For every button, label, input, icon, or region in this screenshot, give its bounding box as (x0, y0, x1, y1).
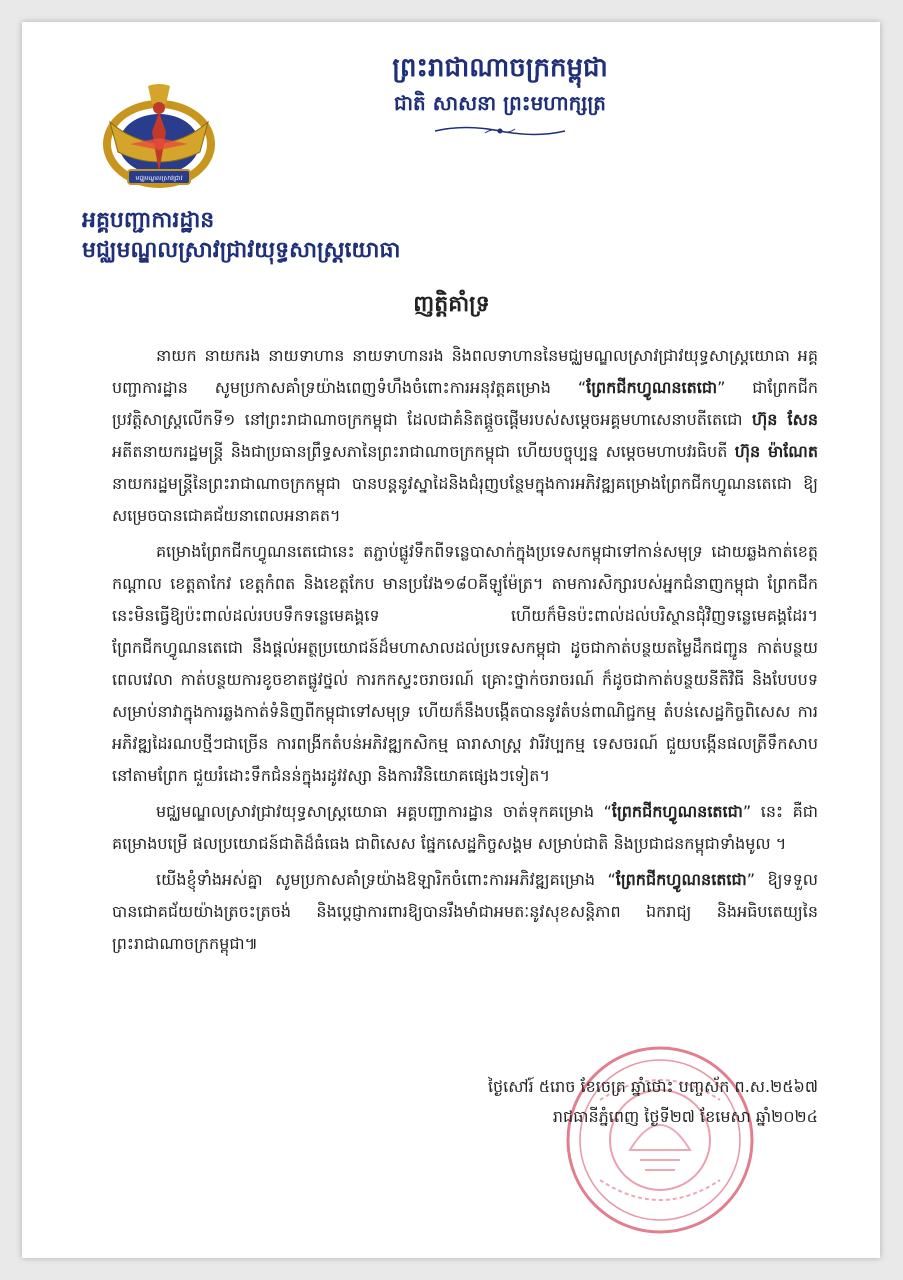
person-name: ហ៊ុន សែន (752, 410, 818, 429)
paragraph-1 (112, 340, 818, 532)
project-name: ព្រែកជីកហ្វូណនតេជោ (615, 870, 747, 889)
organization-line2: មជ្ឈមណ្ឌលស្រាវជ្រាវយុទ្ធសាស្ត្រយោធា (82, 238, 401, 263)
solar-date: រាជធានីភ្នំពេញ ថ្ងៃទី២៧ ខែមេសា ឆ្នាំ២០២៤ (552, 1107, 818, 1126)
document-body (112, 340, 818, 964)
text-span: នាយក នាយករង នាយទាហាន នាយទាហានរង និងពលទាហាននៃមជ្ឈមណ្ឌលស្រាវជ្រាវយុទ្ធសាស្ត្រយោធា អគ្គបញ្ជាការដ្ឋាន សូមប្រកាសគាំទ្រយ៉ាងពេញទំហឹងចំពោះការអនុវត្តគម្រោង “ (112, 346, 818, 397)
paragraph-2: គម្រោងព្រែកជីកហ្វូណនតេជោនេះ តភ្ជាប់ផ្លូវទឹកពីទន្លេបាសាក់ក្នុងប្រទេសកម្ពុជាទៅកាន់សមុទ្រ ដោយឆ្លងកាត់ខេត្តកណ្តាល ខេត្តតាកែវ ខេត្តកំពត និងខេត្តកែប មានប្រវែង១៨០គីឡូម៉ែត្រ។ តាមការសិក្សារបស់អ្នកជំនាញកម្ពុជា ព្រែកជីកនេះមិនធ្វើឱ្យប៉ះពាល់ដល់របបទឹកទន្លេមេគង្គទេ ហើយក៏មិនប៉ះពាល់ដល់បរិស្ថានជុំវិញទន្លេមេគង្គដែរ។ ព្រែកជីកហ្វូណនតេជោ នឹងផ្តល់អត្ថប្រយោជន៍ដ៏មហាសាលដល់ប្រទេសកម្ពុជា ដូចជាកាត់បន្ថយតម្លៃដឹកជញ្ជូន កាត់បន្ថយពេលវេលា កាត់បន្ថយការខូចខាតផ្លូវថ្នល់ ការកកស្ទះចរាចរណ៍ គ្រោះថ្នាក់ចរាចរណ៍ ក៏ដូចជាកាត់បន្ថយនីតិវិធី និងបែបបទសម្រាប់នាវាក្នុងការឆ្លងកាត់ទំនិញពីកម្ពុជាទៅសមុទ្រ ហើយក៏នឹងបង្កើតបាននូវតំបន់ពាណិជ្ជកម្ម តំបន់សេដ្ឋកិច្ចពិសេស ការអភិវឌ្ឍដៃរណបថ្មីៗជាច្រើន ការពង្រីកតំបន់អភិវឌ្ឍកសិកម្ម ធារាសាស្ត្រ វារីវប្បកម្ម ទេសចរណ៍ ជួយបង្កើនផលត្រីទឹកសាបនៅតាមព្រែក ជួយរំដោះទឹកជំនន់ក្នុងរដូវវស្សា និងការវិនិយោគផ្សេងៗទៀត។ (112, 542, 818, 785)
organization-line1: អគ្គបញ្ជាការដ្ឋាន (82, 208, 215, 233)
organization-block (82, 206, 400, 266)
kingdom-header (300, 50, 700, 138)
text-span: ” នេះ គឺជាគម្រោងបម្រើ ផលប្រយោជន៍ជាតិដ៏ធំធេង ជាពិសេស ផ្នែកសេដ្ឋកិច្ចសង្គម សម្រាប់ជាតិ និងប្រជាជនកម្ពុជាទាំងមូល ។ (112, 802, 819, 853)
ornament-divider-icon (430, 124, 570, 138)
text-span: មជ្ឈមណ្ឌលស្រាវជ្រាវយុទ្ធសាស្ត្រយោធា អគ្គបញ្ជាការដ្ឋាន ចាត់ទុកគម្រោង “ (156, 802, 612, 821)
project-name: ព្រែកជីកហ្វូណនតេជោ (611, 802, 743, 821)
lunar-date: ថ្ងៃសៅរ៍ ៥រោច ខែចេត្រ ឆ្នាំថោះ បញ្ចស័ក ព.ស.២៥៦៧ (487, 1077, 818, 1096)
kingdom-motto: ជាតិ សាសនា ព្រះមហាក្សត្រ (394, 91, 606, 115)
text-span: នាយករដ្ឋមន្ត្រីនៃព្រះរាជាណាចក្រកម្ពុជា បានបន្តនូវស្នាដៃនិងជំរុញបន្ថែមក្នុងការអភិវឌ្ឍគម្រោងព្រែកជីកហ្វូណនតេជោ ឱ្យសម្រេចបានជោគជ័យនាពេលអនាគត។ (112, 474, 818, 525)
document-title: ញត្តិគាំទ្រ (413, 292, 490, 317)
official-seal-icon (560, 1040, 760, 1240)
emblem-label: មជ្ឈមណ្ឌលស្រាវជ្រាវ (135, 175, 183, 182)
kingdom-title: ព្រះរាជាណាចក្រកម្ពុជា (392, 53, 608, 83)
person-name: ហ៊ុន ម៉ាណែត (734, 442, 818, 461)
text-span: យើងខ្ញុំទាំងអស់គ្នា សូមប្រកាសគាំទ្រយ៉ាងឱឡារិកចំពោះការអភិវឌ្ឍគម្រោង “ (156, 870, 616, 889)
text-span: អតីតនាយករដ្ឋមន្ត្រី និងជាប្រធានព្រឹទ្ធសភានៃព្រះរាជាណាចក្រកម្ពុជា ហើយបច្ចុប្បន្ន សម្តេចមហាបវរធិបតី (112, 442, 735, 461)
paragraph-3 (112, 796, 818, 860)
military-emblem-icon (100, 82, 218, 198)
date-block (488, 1072, 818, 1132)
paragraph-4 (112, 864, 818, 960)
text-span: ” ជាព្រែកជីកប្រវត្តិសាស្ត្រលើកទី១ នៅព្រះរាជាណាចក្រកម្ពុជា ដែលជាគំនិតផ្តួចផ្តើមរបស់សម្តេចអគ្គមហាសេនាបតីតេជោ (112, 378, 818, 429)
project-name: ព្រែកជីកហ្វូណនតេជោ (586, 378, 718, 397)
text-span: ” ឱ្យទទួលបានជោគជ័យយ៉ាងត្រចះត្រចង់ និងប្តេជ្ញាការពារឱ្យបានរឹងមាំជាអមតៈនូវសុខសន្តិភាព ឯករាជ្យ និងអធិបតេយ្យនៃព្រះរាជាណាចក្រកម្ពុជា៕ (112, 870, 818, 953)
